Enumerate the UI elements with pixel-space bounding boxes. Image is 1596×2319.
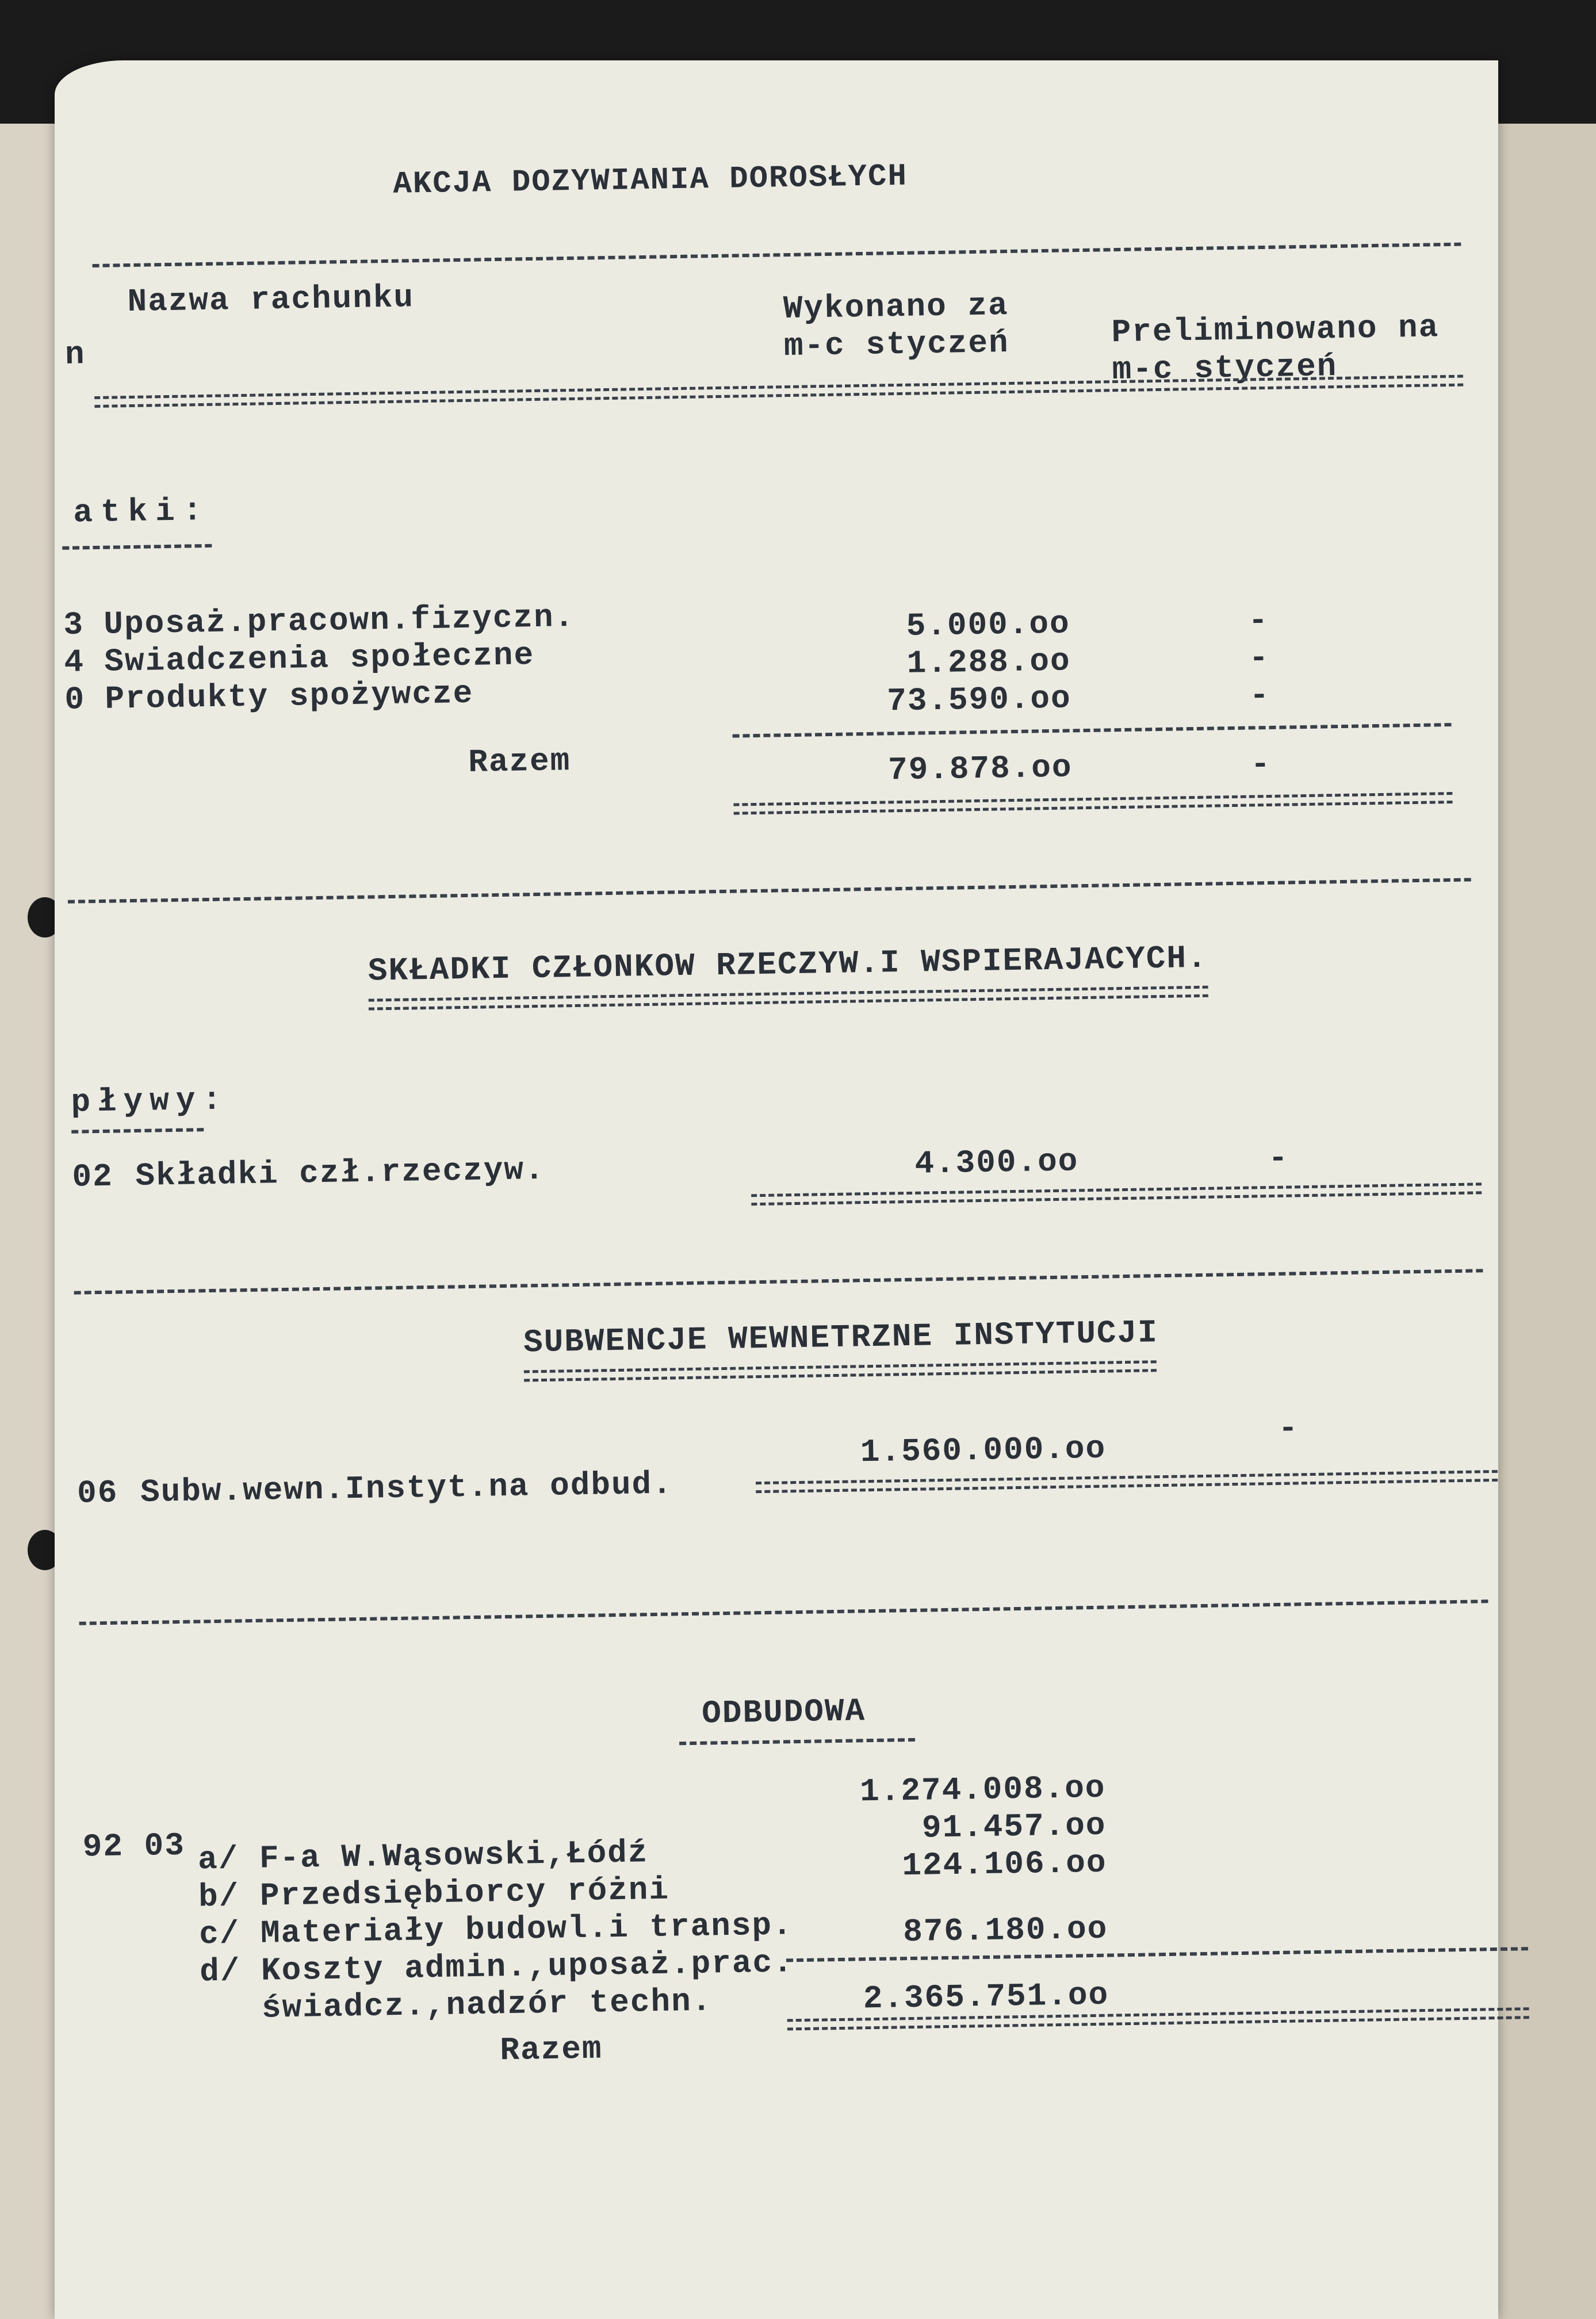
subsidy-name: Subw.wewn.Instyt.na odbud. xyxy=(140,1465,673,1511)
contribution-planned: - xyxy=(1268,1139,1289,1177)
expenses-total-label: Razem xyxy=(468,743,571,781)
expense-name: Swiadczenia społeczne xyxy=(104,637,535,680)
rebuild-title-underline xyxy=(679,1738,915,1745)
column-done-header-2: m-c styczeń xyxy=(783,324,1010,365)
contributions-title: SKŁADKI CZŁONKOW RZECZYW.I WSPIERAJACYCH. xyxy=(368,939,1208,990)
rebuild-item-done: 91.457.oo xyxy=(921,1807,1107,1847)
expenses-total-done: 79.878.oo xyxy=(887,749,1073,789)
document-title: AKCJA DOZYWIANIA DOROSŁYCH xyxy=(392,159,908,202)
section-separator xyxy=(74,1269,1483,1294)
contribution-code: 02 xyxy=(72,1158,114,1196)
document-page xyxy=(55,60,1498,2319)
total-rule xyxy=(733,792,1452,815)
contribution-name: Składki czł.rzeczyw. xyxy=(135,1151,546,1195)
expense-planned: - xyxy=(1249,676,1270,714)
expense-done: 73.590.oo xyxy=(886,680,1072,720)
rebuild-item-name: świadcz.,nadzór techn. xyxy=(200,1983,713,2028)
column-name-header: Nazwa rachunku xyxy=(127,279,415,321)
rebuild-item-name: a/ F-a W.Wąsowski,Łódź xyxy=(197,1834,649,1878)
contribution-total-rule xyxy=(751,1183,1482,1206)
expense-planned: - xyxy=(1249,639,1270,677)
typed-sheet xyxy=(55,38,1533,2319)
expense-planned: - xyxy=(1248,602,1269,640)
column-planned-header-1: Preliminowano na xyxy=(1111,309,1440,351)
rebuild-item-name: d/ Koszty admin.,uposaż.prac. xyxy=(199,1944,794,1991)
expense-code: 0 xyxy=(64,681,86,718)
column-left-fragment: n xyxy=(64,336,86,373)
rebuild-item-done: 1.274.008.oo xyxy=(859,1769,1106,1811)
expenses-total-planned: - xyxy=(1250,745,1272,783)
contributions-title-underline xyxy=(369,986,1208,1011)
subtotal-rule xyxy=(733,723,1452,738)
header-rule-bottom xyxy=(94,375,1463,408)
expenses-header: atki: xyxy=(72,492,210,531)
rebuild-title: ODBUDOWA xyxy=(701,1693,866,1732)
subsidy-code: 06 xyxy=(76,1474,118,1512)
contributions-header-underline xyxy=(71,1128,204,1134)
expense-done: 1.288.oo xyxy=(906,642,1071,682)
subsidy-planned: - xyxy=(1278,1410,1299,1447)
section-separator xyxy=(68,878,1471,903)
expense-name: Uposaż.pracown.fizyczn. xyxy=(103,598,575,643)
expense-name: Produkty spożywcze xyxy=(104,675,474,718)
rebuild-total-label: Razem xyxy=(499,2030,603,2069)
header-rule-top xyxy=(93,243,1461,267)
expenses-header-underline xyxy=(62,544,212,550)
section-separator xyxy=(79,1599,1488,1625)
subsidy-total-rule xyxy=(756,1470,1498,1493)
subsidies-title-underline xyxy=(524,1360,1157,1382)
column-planned-header-2: m-c styczeń xyxy=(1112,348,1338,389)
rebuild-total-done: 2.365.751.oo xyxy=(863,1976,1109,2018)
contribution-done: 4.300.oo xyxy=(914,1143,1079,1183)
rebuild-item-done: 124.106.oo xyxy=(901,1844,1107,1885)
column-done-header-1: Wykonano za xyxy=(783,287,1009,328)
rebuild-item-name: c/ Materiały budowl.i transp. xyxy=(198,1907,794,1953)
rebuild-item-name: b/ Przedsiębiorcy różni xyxy=(198,1871,670,1916)
expense-done: 5.000.oo xyxy=(906,605,1071,645)
expense-code: 3 xyxy=(63,606,85,644)
rebuild-code: 92 03 xyxy=(82,1827,186,1866)
subsidies-title: SUBWENCJE WEWNETRZNE INSTYTUCJI xyxy=(523,1314,1159,1361)
rebuild-item-done: 876.180.oo xyxy=(902,1910,1108,1951)
subsidy-done: 1.560.000.oo xyxy=(860,1430,1107,1471)
expense-code: 4 xyxy=(63,644,85,681)
contributions-header: pływy: xyxy=(70,1081,229,1121)
